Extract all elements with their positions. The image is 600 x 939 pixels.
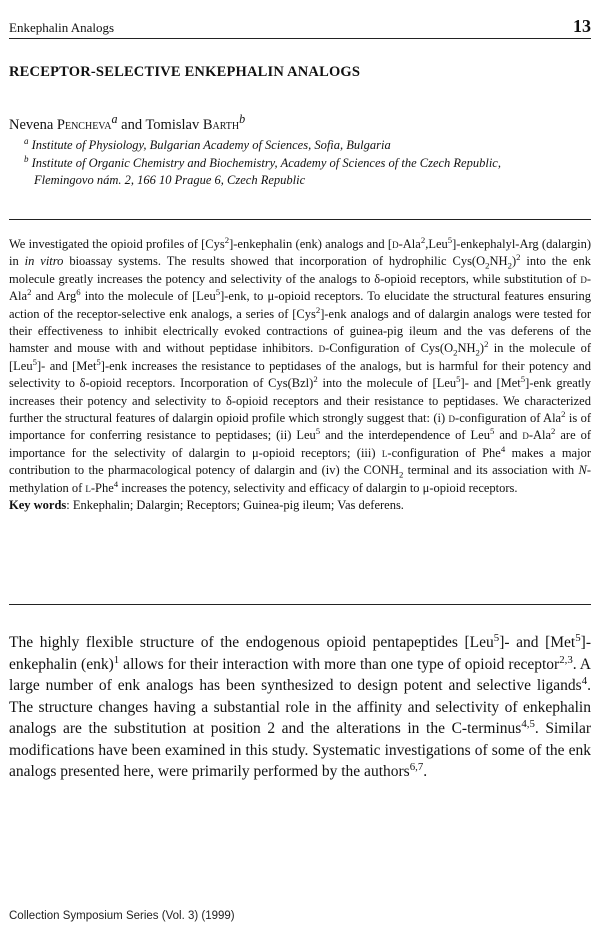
affiliation-a-text: Institute of Physiology, Bulgarian Academy of Sciences, Sofia, Bulgaria xyxy=(31,138,391,153)
running-title: Enkephalin Analogs xyxy=(9,20,115,35)
affiliation-b-mark: b xyxy=(24,154,29,164)
affiliation-b-text-line2: Flemingovo nám. 2, 166 10 Prague 6, Czech Republic xyxy=(34,173,306,188)
affiliation-b-text-line1: Institute of Organic Chemistry and Biochemistry, Academy of Sciences of the Czech Republic, xyxy=(31,156,501,171)
author2-affil-mark: b xyxy=(239,112,246,126)
abstract xyxy=(9,236,591,515)
author1-first-name: Nevena xyxy=(9,116,57,133)
footer-citation: Collection Symposium Series (Vol. 3) (1999) xyxy=(9,910,235,922)
author1-last-name: Pencheva xyxy=(56,116,112,133)
keywords-label: Key words xyxy=(9,498,67,513)
page-number: 13 xyxy=(573,16,591,36)
abstract-top-rule xyxy=(9,219,591,220)
abstract-text: We investigated the opioid profiles of [Cys$^2$]-enkephalin (enk) analogs and [d-Ala$^2$,Leu$^5$]-enkephalyl-Arg (dalargin) in in vitro bioassay systems. The results showed that incorporation of hydrophilic $Cys(O_2NH_2)^2$ into the enk molecule greatly increases the potency and selectivity of the analogs to δ-opioid receptors, while substitution of d-Ala$^2$ and Arg$^6$ into the molecule of [Leu$^5$]-enk, to μ-opioid receptors. To elucidate the structural features ensuring action of the receptor-selective enk analogs, a series of [Cys$^2$]-enk analogs and of dalargin analogs were tested for their effectiveness to inhibit electrically evoked contractions of guinea-pig ileum and the vas deferens of the hamster and mouse with and without peptidase inhibitors. d-Configuration of $Cys(O_2NH_2)^2$ in the molecule of [Leu$^5$]- and [Met$^5$]-enk increases the resistance to peptidases of the analogs, but is harmful for their potency and selectivity to δ-opioid receptors. Incorporation of Cys(Bzl)$^2$ into the molecule of [Leu$^5$]- and [Met$^5$]-enk greatly increases their potency and selectivity to δ-opioid receptors and their resistance to peptidases. We characterized further the structural features of dalargin opioid profile which strongly suggest that: (i) d-configuration of Ala$^2$ is of importance for conferring resistance to peptidases; (ii) Leu$^5$ and the interdependence of Leu$^5$ and d-Ala$^2$ are of importance for the selectivity of dalargin to μ-opioid receptors; (iii) l-configuration of Phe$^4$ makes a major contribution to the pharmacological potency of dalargin and (iv) the $CONH_2$ terminal and its association with N-methylation of l-Phe$^4$ increases the potency, selectivity and efficacy of dalargin to μ-opioid receptors. xyxy=(9,234,592,495)
introduction-paragraph: The highly flexible structure of the endogenous opioid pentapeptides [Leu$^5$]- and [Met$^5$]-enkephalin (enk)$^1$ allows for their interaction with more than one type of opioid receptor$^{2,3}$. A large number of enk analogs has been synthesized to design potent and selective ligands$^4$. The structure changes having a substantial role in the affinity and selectivity of enkephalin analogs are the substitution at position 2 and the alterations in the C-terminus$^{4,5}$. Similar modifications have been examined in this study. Systematic investigations of some of the enk analogs presented here, were primarily performed by the authors$^{6,7}$. xyxy=(9,631,592,780)
keywords-text: : Enkephalin; Dalargin; Receptors; Guinea-pig ileum; Vas deferens. xyxy=(66,498,404,513)
running-header xyxy=(9,14,591,39)
author-connector: and Tomislav xyxy=(117,116,203,133)
affiliation-a-mark: a xyxy=(24,136,29,146)
author2-last-name: Barth xyxy=(202,116,240,133)
author1-affil-mark: a xyxy=(111,112,118,126)
author-line xyxy=(9,112,245,134)
keywords xyxy=(9,497,591,514)
affiliation-b xyxy=(24,151,584,189)
abstract-bottom-rule xyxy=(9,604,591,605)
article-title: RECEPTOR-SELECTIVE ENKEPHALIN ANALOGS xyxy=(9,64,361,80)
